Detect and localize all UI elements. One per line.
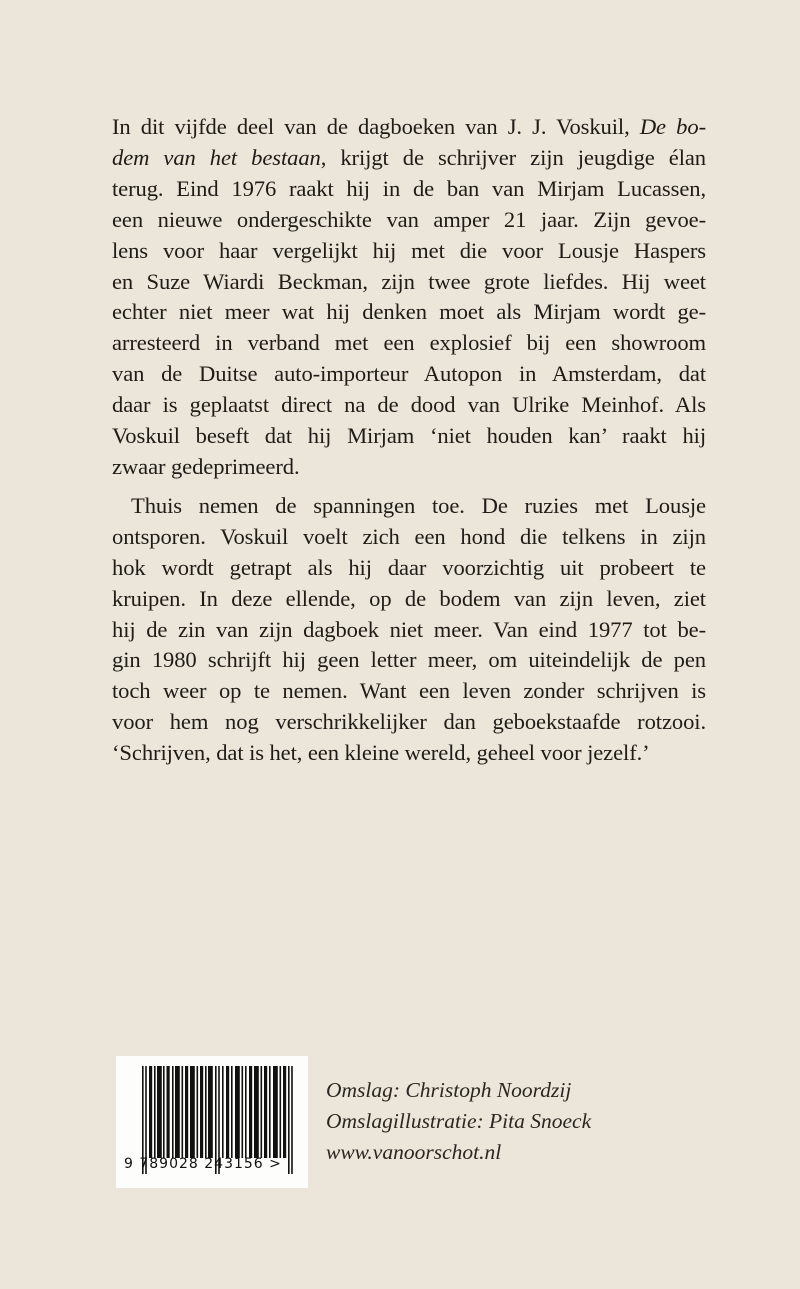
text-line: dem van het bestaan, krijgt de schrijver zijn jeugdige élan bbox=[112, 144, 707, 170]
paragraph-1 bbox=[112, 112, 706, 483]
text-line: hok wordt getrapt als hij daar voorzichtig uit probeert te bbox=[112, 554, 706, 580]
publisher-website: www.vanoorschot.nl bbox=[326, 1140, 502, 1164]
text-line: van de Duitse auto-importeur Autopon in Amsterdam, dat bbox=[112, 361, 706, 387]
text-line: en Suze Wiardi Beckman, zijn twee grote liefdes. Hij weet bbox=[112, 268, 706, 294]
text-line: arresteerd in verband met een explosief bij een showroom bbox=[112, 330, 706, 356]
text-line: voor hem nog verschrikkelijker dan geboekstaafde rotzooi. bbox=[112, 709, 706, 735]
book-title-italic: De bo- bbox=[639, 114, 706, 139]
cover-design-credit: Omslag: Christoph Noordzij bbox=[326, 1078, 572, 1102]
text-line: terug. Eind 1976 raakt hij in de ban van Mirjam Lucassen, bbox=[112, 175, 706, 201]
text-line: een nieuwe ondergeschikte van amper 21 jaar. Zijn gevoe- bbox=[112, 206, 706, 232]
back-cover-blurb bbox=[112, 112, 706, 769]
isbn-digits: 9 789028 243156 > bbox=[124, 1156, 282, 1172]
text-line: echter niet meer wat hij denken moet als Mirjam wordt ge- bbox=[112, 299, 706, 325]
text-line: ontsporen. Voskuil voelt zich een hond die telkens in zijn bbox=[112, 523, 706, 549]
text-line: ‘Schrijven, dat is het, een kleine wereld, geheel voor jezelf.’ bbox=[112, 740, 650, 766]
text-line: hij de zin van zijn dagboek niet meer. Van eind 1977 tot be- bbox=[112, 616, 706, 642]
text-line: Voskuil beseft dat hij Mirjam ‘niet houden kan’ raakt hij bbox=[112, 423, 706, 449]
cover-illustration-credit: Omslagillustratie: Pita Snoeck bbox=[326, 1109, 592, 1133]
text-line: kruipen. In deze ellende, op de bodem van zijn leven, ziet bbox=[112, 585, 706, 611]
book-title-italic: dem van het bestaan bbox=[112, 144, 321, 170]
text-line: toch weer op te nemen. Want een leven zonder schrijven is bbox=[112, 678, 706, 704]
isbn-barcode bbox=[116, 1056, 308, 1188]
text-line: In dit vijfde deel van de dagboeken van J. J. Voskuil, De bo- bbox=[112, 114, 706, 139]
text-line: gin 1980 schrijft hij geen letter meer, om uiteindelijk de pen bbox=[112, 647, 706, 673]
text-line: zwaar gedeprimeerd. bbox=[112, 453, 300, 479]
credits bbox=[326, 1075, 591, 1168]
text-line: daar is geplaatst direct na de dood van Ulrike Meinhof. Als bbox=[112, 392, 706, 418]
text-line: Thuis nemen de spanningen toe. De ruzies met Lousje bbox=[131, 492, 706, 518]
text-line: lens voor haar vergelijkt hij met die voor Lousje Haspers bbox=[112, 237, 706, 263]
paragraph-2 bbox=[112, 491, 706, 769]
